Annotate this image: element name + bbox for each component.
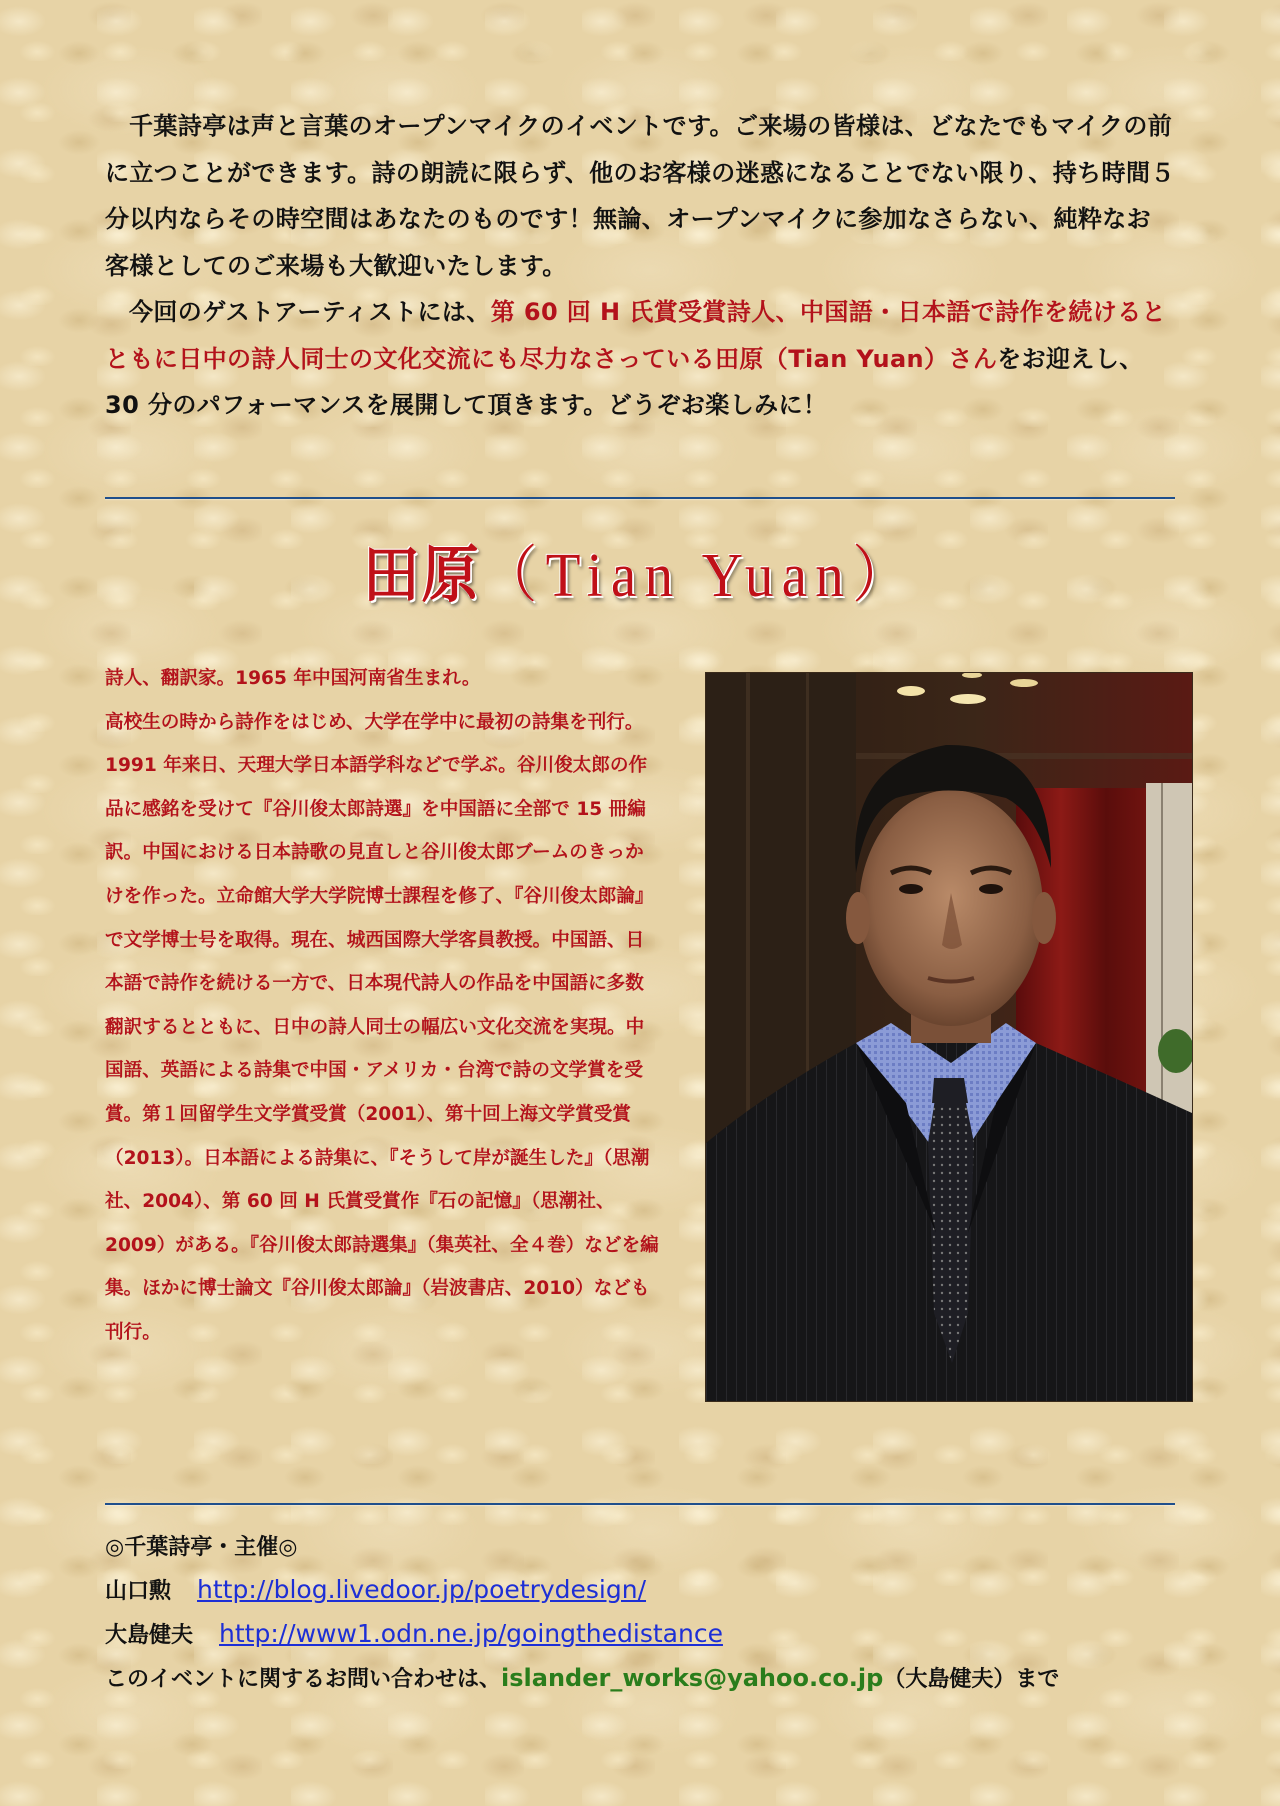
intro-text	[105, 103, 1175, 429]
contact-tail: （大島健夫）まで	[883, 1667, 1060, 1692]
intro-p2-tail: をお迎えし、30 分のパフォーマンスを展開して頂きます。どうぞお楽しみに！	[105, 344, 1144, 419]
guest-bio	[105, 657, 660, 1355]
blog-link[interactable]: http://blog.livedoor.jp/poetrydesign/	[197, 1575, 647, 1604]
footer	[105, 1527, 1205, 1701]
organizer-heading: ◎千葉詩亭・主催◎	[105, 1535, 298, 1560]
guest-name-title	[51, 525, 1229, 614]
guest-name-jp: 田原	[362, 542, 481, 610]
bio-body: 高校生の時から詩作をはじめ、大学在学中に最初の詩集を刊行。1991 年来日、天理大学日本語学科などで学ぶ。谷川俊太郎の作品に感銘を受けて『谷川俊太郎詩選』を中国語に全部で 15 冊編訳。中国における日本詩歌の見直しと谷川俊太郎ブームのきっかけを作った。立命館大学大学院博士課程を修了、『谷川俊太郎論』で文学博士号を取得。現在、城西国際大学客員教授。中国語、日本語で詩作を続ける一方で、日本現代詩人の作品を中国語に多数翻訳するとともに、日中の詩人同士の幅広い文化交流を実現。中国語、英語による詩集で中国・アメリカ・台湾で詩の文学賞を受賞。第１回留学生文学賞受賞（2001）、第十回上海文学賞受賞（2013）。日本語による詩集に、『そうして岸が誕生した』（思潮社、2004）、第 60 回 H 氏賞受賞作『石の記憶』（思潮社、2009）がある。『谷川俊太郎詩選集』（集英社、全４巻）などを編集。ほかに博士論文『谷川俊太郎論』（岩波書店、2010）なども刊行。	[105, 711, 659, 1343]
contact-lead: このイベントに関するお問い合わせは、	[105, 1667, 502, 1692]
organizer-name-1: 山口勲	[105, 1579, 172, 1604]
divider-bottom	[105, 1503, 1175, 1505]
intro-paragraph-1: 千葉詩亭は声と言葉のオープンマイクのイベントです。ご来場の皆様は、どなたでもマイクの前に立つことができます。詩の朗読に限らず、他のお客様の迷惑になることでない限り、持ち時間５分以内ならその時空間はあなたのものです！無論、オープンマイクに参加なさらない、純粋なお客様としてのご来場も大歓迎いたします。	[105, 112, 1175, 280]
guest-highlight: 第 60 回 H 氏賞受賞詩人、中国語・日本語で詩作を続けるとともに日中の詩人同士の文化交流にも尽力なさっている田原（Tian Yuan）さん	[105, 298, 1166, 373]
guest-photo	[705, 672, 1193, 1402]
bio-line-1: 詩人、翻訳家。1965 年中国河南省生まれ。	[105, 668, 481, 689]
organizer-row-2	[105, 1613, 1205, 1657]
organizer-row-1	[105, 1569, 1205, 1613]
website-link[interactable]: http://www1.odn.ne.jp/goingthedistance	[219, 1619, 723, 1648]
intro-p2-lead: 今回のゲストアーティストには、	[129, 298, 491, 326]
intro-paragraph-2	[105, 289, 1175, 429]
divider-top	[105, 497, 1175, 499]
contact-email[interactable]: islander_works@yahoo.co.jp	[501, 1664, 884, 1692]
guest-name-en: （Tian Yuan）	[480, 542, 918, 610]
contact-row	[105, 1657, 1205, 1701]
organizer-name-2: 大島健夫	[105, 1623, 194, 1648]
